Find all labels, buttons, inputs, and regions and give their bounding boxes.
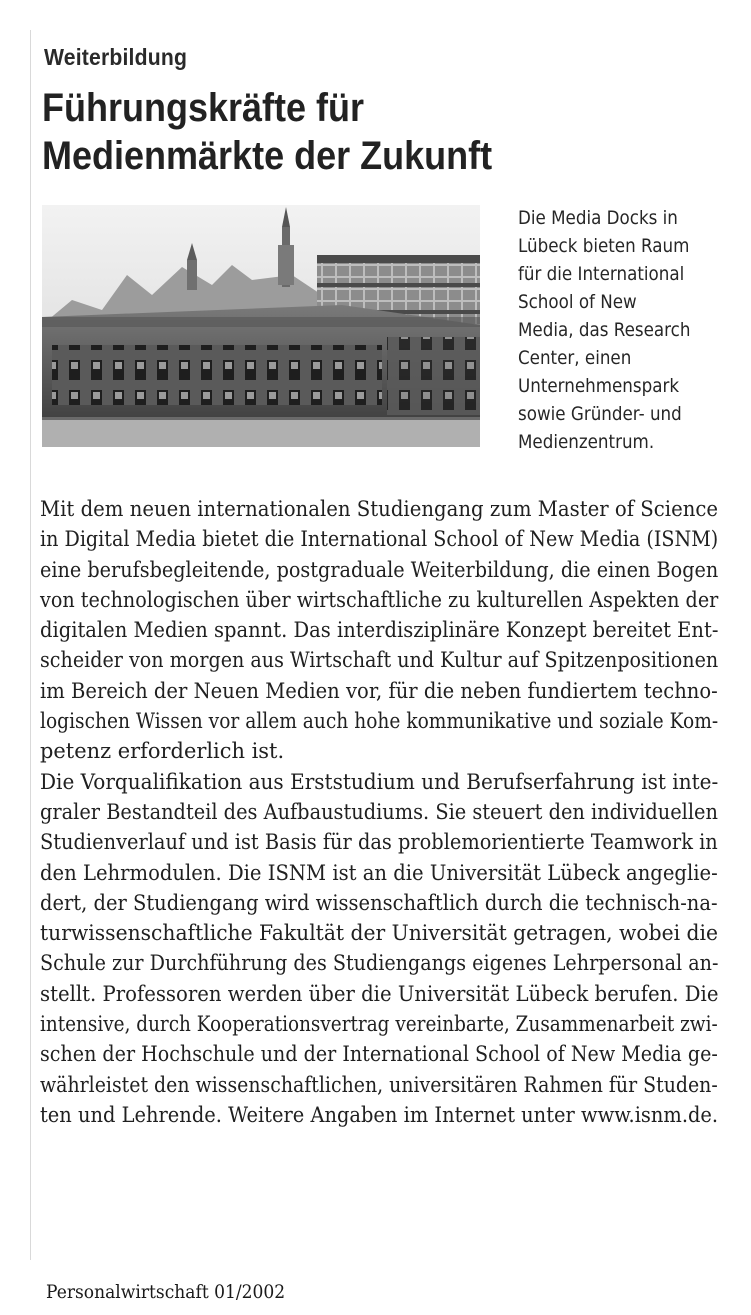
body-line: Studienverlauf und ist Basis für das problemorientierte Teamwork in [40, 830, 718, 855]
article-headline [42, 84, 492, 180]
body-line: währleistet den wissenschaftlichen, universitären Rahmen für Studen- [40, 1072, 718, 1097]
body-line: eine berufsbegleitende, postgraduale Weiterbildung, die einen Bogen [40, 557, 719, 582]
body-line: logischen Wissen vor allem auch hohe kommunikative und soziale Kom- [40, 709, 719, 734]
headline-line: Führungskräfte für [42, 86, 365, 130]
body-line: digitalen Medien spannt. Das interdisziplinäre Konzept bereitet Ent- [40, 618, 719, 643]
body-line: Mit dem neuen internationalen Studiengang zum Master of Science [40, 497, 719, 521]
body-line: turwissenschaftliche Fakultät der Universität getragen, wobei die [40, 921, 719, 946]
body-line: petenz erforderlich ist. [40, 739, 285, 764]
article-body [40, 494, 720, 1130]
section-kicker: Weiterbildung [44, 44, 188, 70]
caption-line: Medienzentrum. [518, 431, 655, 453]
body-line: den Lehrmodulen. Die ISNM ist an die Universität Lübeck angeglie- [40, 860, 718, 885]
caption-line: für die International [518, 263, 685, 285]
body-line: in Digital Media bietet die International School of New Media (ISNM) [40, 527, 719, 552]
photo-caption [518, 204, 707, 456]
headline-line: Medienmärkte der Zukunft [42, 134, 493, 178]
caption-line: School of New [518, 291, 637, 313]
body-line: stellt. Professoren werden über die Universität Lübeck berufen. Die [40, 981, 719, 1006]
caption-line: Die Media Docks in [518, 207, 678, 229]
body-line: graler Bestandteil des Aufbaustudiums. Sie steuert den individuellen [40, 799, 718, 824]
body-line: Die Vorqualifikation aus Erststudium und Berufserfahrung ist inte- [40, 769, 719, 794]
body-line: scheider von morgen aus Wirtschaft und Kultur auf Spitzenpositionen [40, 648, 719, 673]
body-line: intensive, durch Kooperationsvertrag vereinbarte, Zusammenarbeit zwi- [40, 1012, 718, 1037]
caption-line: Center, einen [518, 347, 632, 369]
body-line: Schule zur Durchführung des Studiengangs eigenes Lehrpersonal an- [40, 951, 719, 976]
caption-line: Media, das Research [518, 319, 691, 341]
source-footer: Personalwirtschaft 01/2002 [46, 1281, 286, 1303]
body-line: von technologischen über wirtschaftliche zu kulturellen Aspekten der [40, 587, 719, 612]
body-line: schen der Hochschule und der International School of New Media ge- [40, 1042, 718, 1067]
caption-line: Lübeck bieten Raum [518, 235, 690, 257]
body-line: dert, der Studiengang wird wissenschaftlich durch die technisch-na- [40, 890, 718, 915]
body-line: ten und Lehrende. Weitere Angaben im Internet unter www.isnm.de. [40, 1102, 719, 1127]
media-docks-photo [42, 205, 480, 447]
caption-line: sowie Gründer- und [518, 403, 682, 425]
scan-edge-line [30, 30, 31, 1260]
caption-line: Unternehmenspark [518, 375, 680, 397]
body-line: im Bereich der Neuen Medien vor, für die neben fundiertem techno- [40, 678, 718, 703]
